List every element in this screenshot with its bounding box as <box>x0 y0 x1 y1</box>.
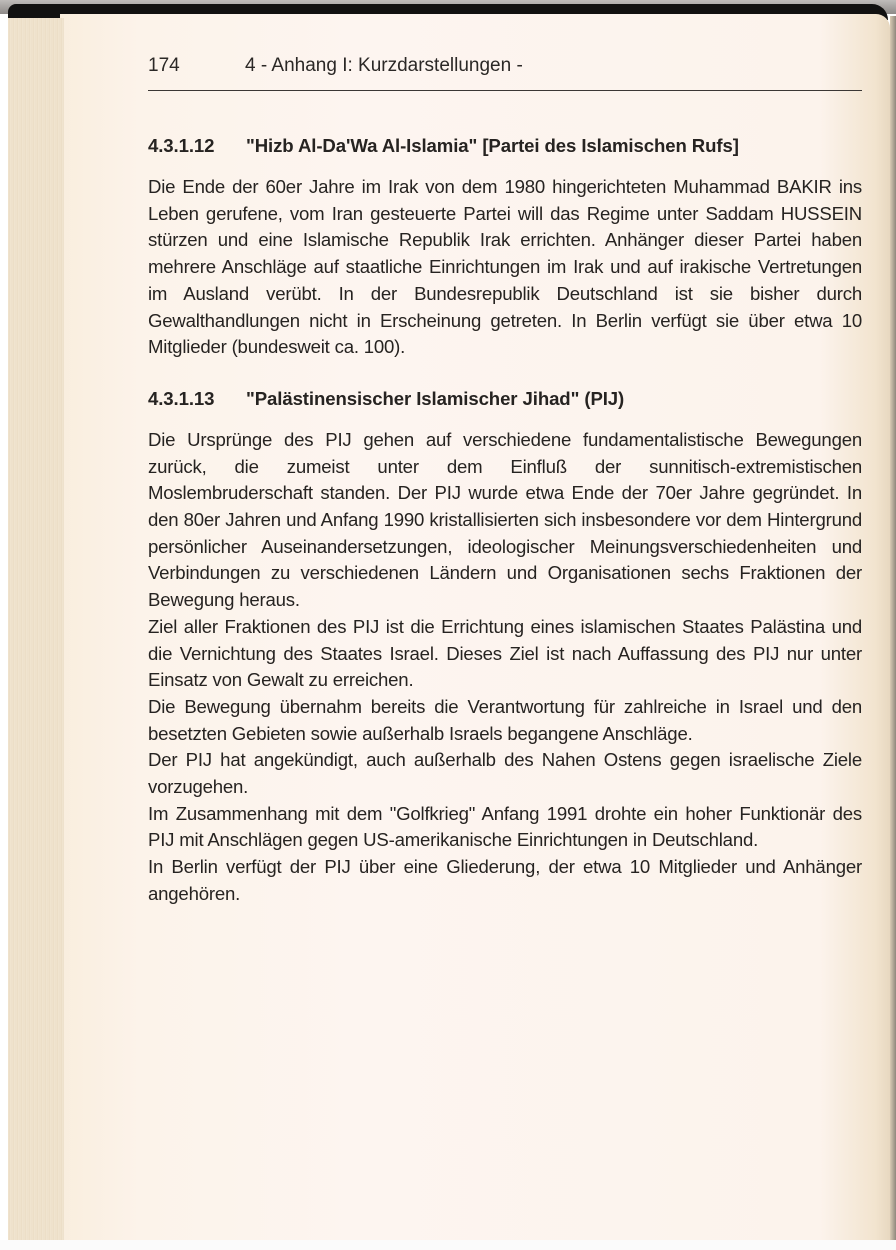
paragraph: Die Ende der 60er Jahre im Irak von dem 1980 hingerichteten Muhammad BAKIR ins Leben gerufene, vom Iran gesteuerte Partei will das Regime unter Saddam HUSSEIN stürzen und eine Islamische Republik Irak errichten. Anhänger dieser Partei haben mehrere Anschläge auf staatliche Einrichtungen im Irak und auf irakische Vertretungen im Ausland verübt. In der Bundesrepublik Deutschland ist sie bisher durch Gewalthandlungen nicht in Erscheinung getreten. In Berlin verfügt sie über etwa 10 Mitglieder (bundesweit ca. 100). <box>148 176 862 358</box>
section-number: 4.3.1.12 <box>148 135 215 156</box>
running-header <box>148 55 862 91</box>
section-title: "Palästinensischer Islamischer Jihad" (PIJ) <box>246 387 625 409</box>
scan-bottom-border <box>0 1240 896 1250</box>
paragraph: Ziel aller Fraktionen des PIJ ist die Errichtung eines islamischen Staates Palästina und die Vernichtung des Staates Israel. Dieses Ziel ist nach Auffassung des PIJ nur unter Einsatz von Gewalt zu erreichen. <box>148 615 862 691</box>
paragraph: Der PIJ hat angekündigt, auch außerhalb des Nahen Ostens gegen israelische Ziele vorzugehen. <box>148 749 862 798</box>
header-rule <box>148 90 862 91</box>
section-4-3-1-13 <box>148 386 862 908</box>
page-right-edge <box>890 16 896 1240</box>
page-body <box>148 133 862 908</box>
section-title: "Hizb Al-Da'Wa Al-Islamia" [Partei des Islamischen Rufs] <box>246 135 739 156</box>
page-number: 174 <box>148 55 180 76</box>
section-number: 4.3.1.13 <box>148 387 215 409</box>
section-heading <box>148 386 862 412</box>
section-4-3-1-12 <box>148 133 862 361</box>
running-head-title: 4 - Anhang I: Kurzdarstellungen - <box>245 55 523 76</box>
paragraph: Im Zusammenhang mit dem "Golfkrieg" Anfang 1991 drohte ein hoher Funktionär des PIJ mit Anschlägen gegen US-amerikanische Einrichtungen in Deutschland. <box>148 802 862 851</box>
page-stack-edges <box>8 18 64 1240</box>
paragraph: Die Ursprünge des PIJ gehen auf verschiedene fundamentalistische Bewegungen zurück, die zumeist unter dem Einfluß der sunnitisch-extremistischen Moslembruderschaft standen. Der PIJ wurde etwa Ende der 70er Jahre gegründet. In den 80er Jahren und Anfang 1990 kristallisierten sich insbesondere vor dem Hintergrund persönlicher Auseinandersetzungen, ideologischer Meinungsverschiedenheiten und Verbindungen zu verschiedenen Ländern und Organisationen sechs Fraktionen der Bewegung heraus. <box>148 428 862 611</box>
paragraph: In Berlin verfügt der PIJ über eine Gliederung, der etwa 10 Mitglieder und Anhänger angehören. <box>148 856 862 904</box>
paragraph: Die Bewegung übernahm bereits die Verantwortung für zahlreiche in Israel und den besetzten Gebieten sowie außerhalb Israels begangene Anschläge. <box>148 695 862 744</box>
section-heading <box>148 133 862 159</box>
